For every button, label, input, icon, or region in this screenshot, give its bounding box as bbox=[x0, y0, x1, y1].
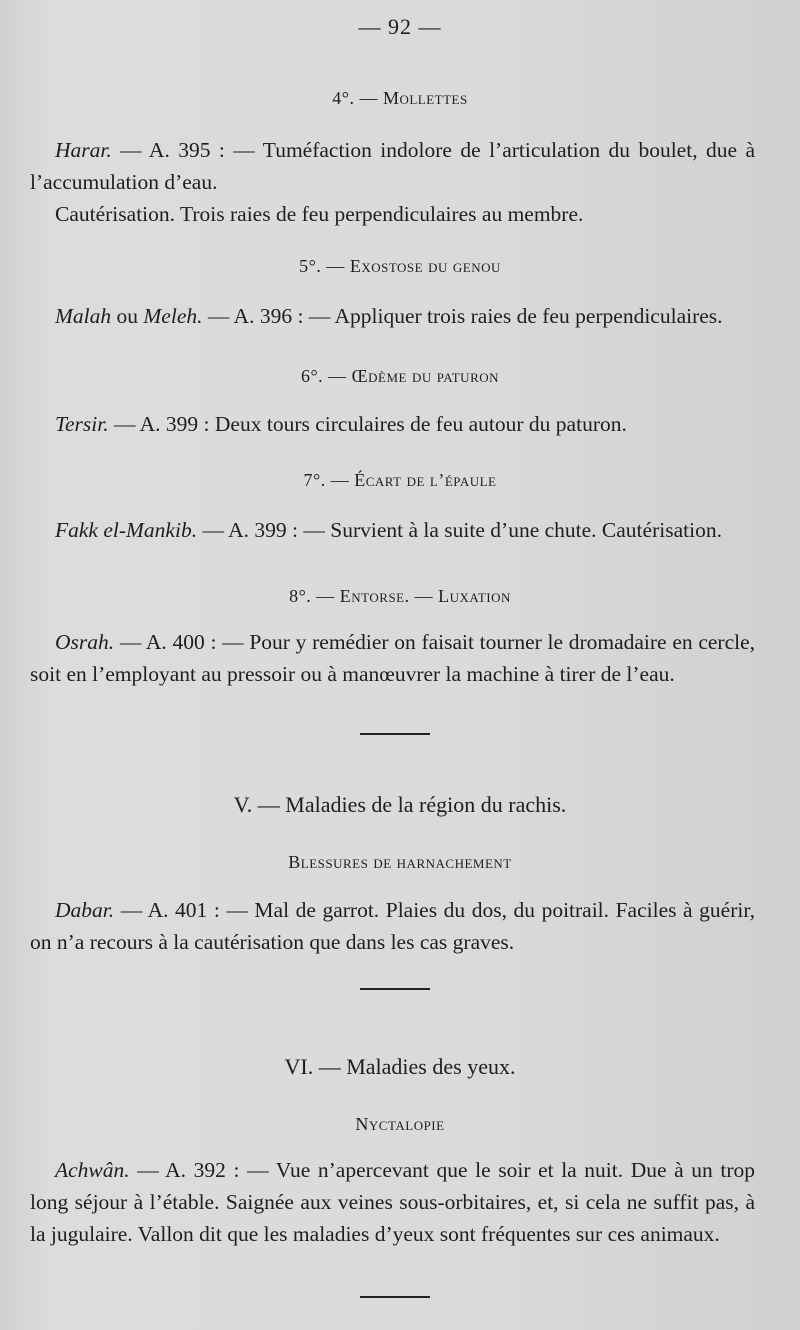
entry-harar-extra: Cautérisation. Trois raies de feu perpendiculaires au membre. bbox=[55, 202, 584, 226]
chapter-vi-subheading: Nyctalopie bbox=[355, 1114, 445, 1134]
entry-osrah bbox=[30, 626, 755, 690]
term-meleh: Meleh. bbox=[143, 304, 203, 328]
entry-malah-text: — A. 396 : — Appliquer trois raies de feu perpendiculaires. bbox=[202, 304, 723, 328]
entry-fakk-text: — A. 399 : — Survient à la suite d’une chute. Cautérisation. bbox=[197, 518, 722, 542]
section-heading-mollettes: 4°. — Mollettes bbox=[332, 88, 468, 108]
entry-dabar bbox=[30, 894, 755, 958]
term-harar: Harar. bbox=[55, 138, 112, 162]
entry-malah bbox=[30, 300, 755, 332]
entry-fakk bbox=[30, 514, 755, 546]
term-osrah: Osrah. bbox=[55, 630, 115, 654]
entry-dabar-text: — A. 401 : — Mal de garrot. Plaies du dos, du poitrail. Faciles à guérir, on n’a recours à la cautérisation que dans les cas graves. bbox=[30, 898, 755, 954]
separator-rule bbox=[360, 733, 430, 735]
entry-malah-mid: ou bbox=[111, 304, 144, 328]
term-achwan: Achwân. bbox=[55, 1158, 130, 1182]
entry-achwan bbox=[30, 1154, 755, 1250]
separator-rule bbox=[360, 1296, 430, 1298]
page-number: — 92 — bbox=[358, 14, 442, 39]
chapter-v-subheading: Blessures de harnachement bbox=[288, 852, 512, 872]
entry-achwan-text: — A. 392 : — Vue n’apercevant que le soir et la nuit. Due à un trop long séjour à l’étable. Saignée aux veines sous-orbitaires, et, si cela ne suffit pas, à la jugulaire. Vallon dit que les maladies d’yeux sont fréquentes sur ces animaux. bbox=[30, 1158, 755, 1246]
entry-tersir bbox=[30, 408, 755, 440]
term-tersir: Tersir. bbox=[55, 412, 109, 436]
term-fakk: Fakk el-Mankib. bbox=[55, 518, 198, 542]
term-malah: Malah bbox=[55, 304, 112, 328]
entry-harar bbox=[30, 134, 755, 198]
entry-tersir-text: — A. 399 : Deux tours circulaires de feu autour du paturon. bbox=[108, 412, 627, 436]
section-heading-entorse: 8°. — Entorse. — Luxation bbox=[289, 586, 511, 606]
chapter-v-title: V. — Maladies de la région du rachis. bbox=[233, 792, 567, 817]
section-heading-ecart: 7°. — Écart de l’épaule bbox=[303, 470, 497, 490]
separator-rule bbox=[360, 988, 430, 990]
entry-osrah-text: — A. 400 : — Pour y remédier on faisait tourner le dromadaire en cercle, soit en l’employant au pressoir ou à manœuvrer la machine à tirer de l’eau. bbox=[30, 630, 755, 686]
entry-harar-text: — A. 395 : — Tuméfaction indolore de l’articulation du boulet, due à l’accumulation d’eau. bbox=[30, 138, 755, 194]
term-dabar: Dabar. bbox=[55, 898, 115, 922]
chapter-vi-title: VI. — Maladies des yeux. bbox=[284, 1054, 516, 1079]
section-heading-exostose: 5°. — Exostose du genou bbox=[299, 256, 501, 276]
section-heading-oedeme: 6°. — Œdème du paturon bbox=[300, 366, 500, 386]
